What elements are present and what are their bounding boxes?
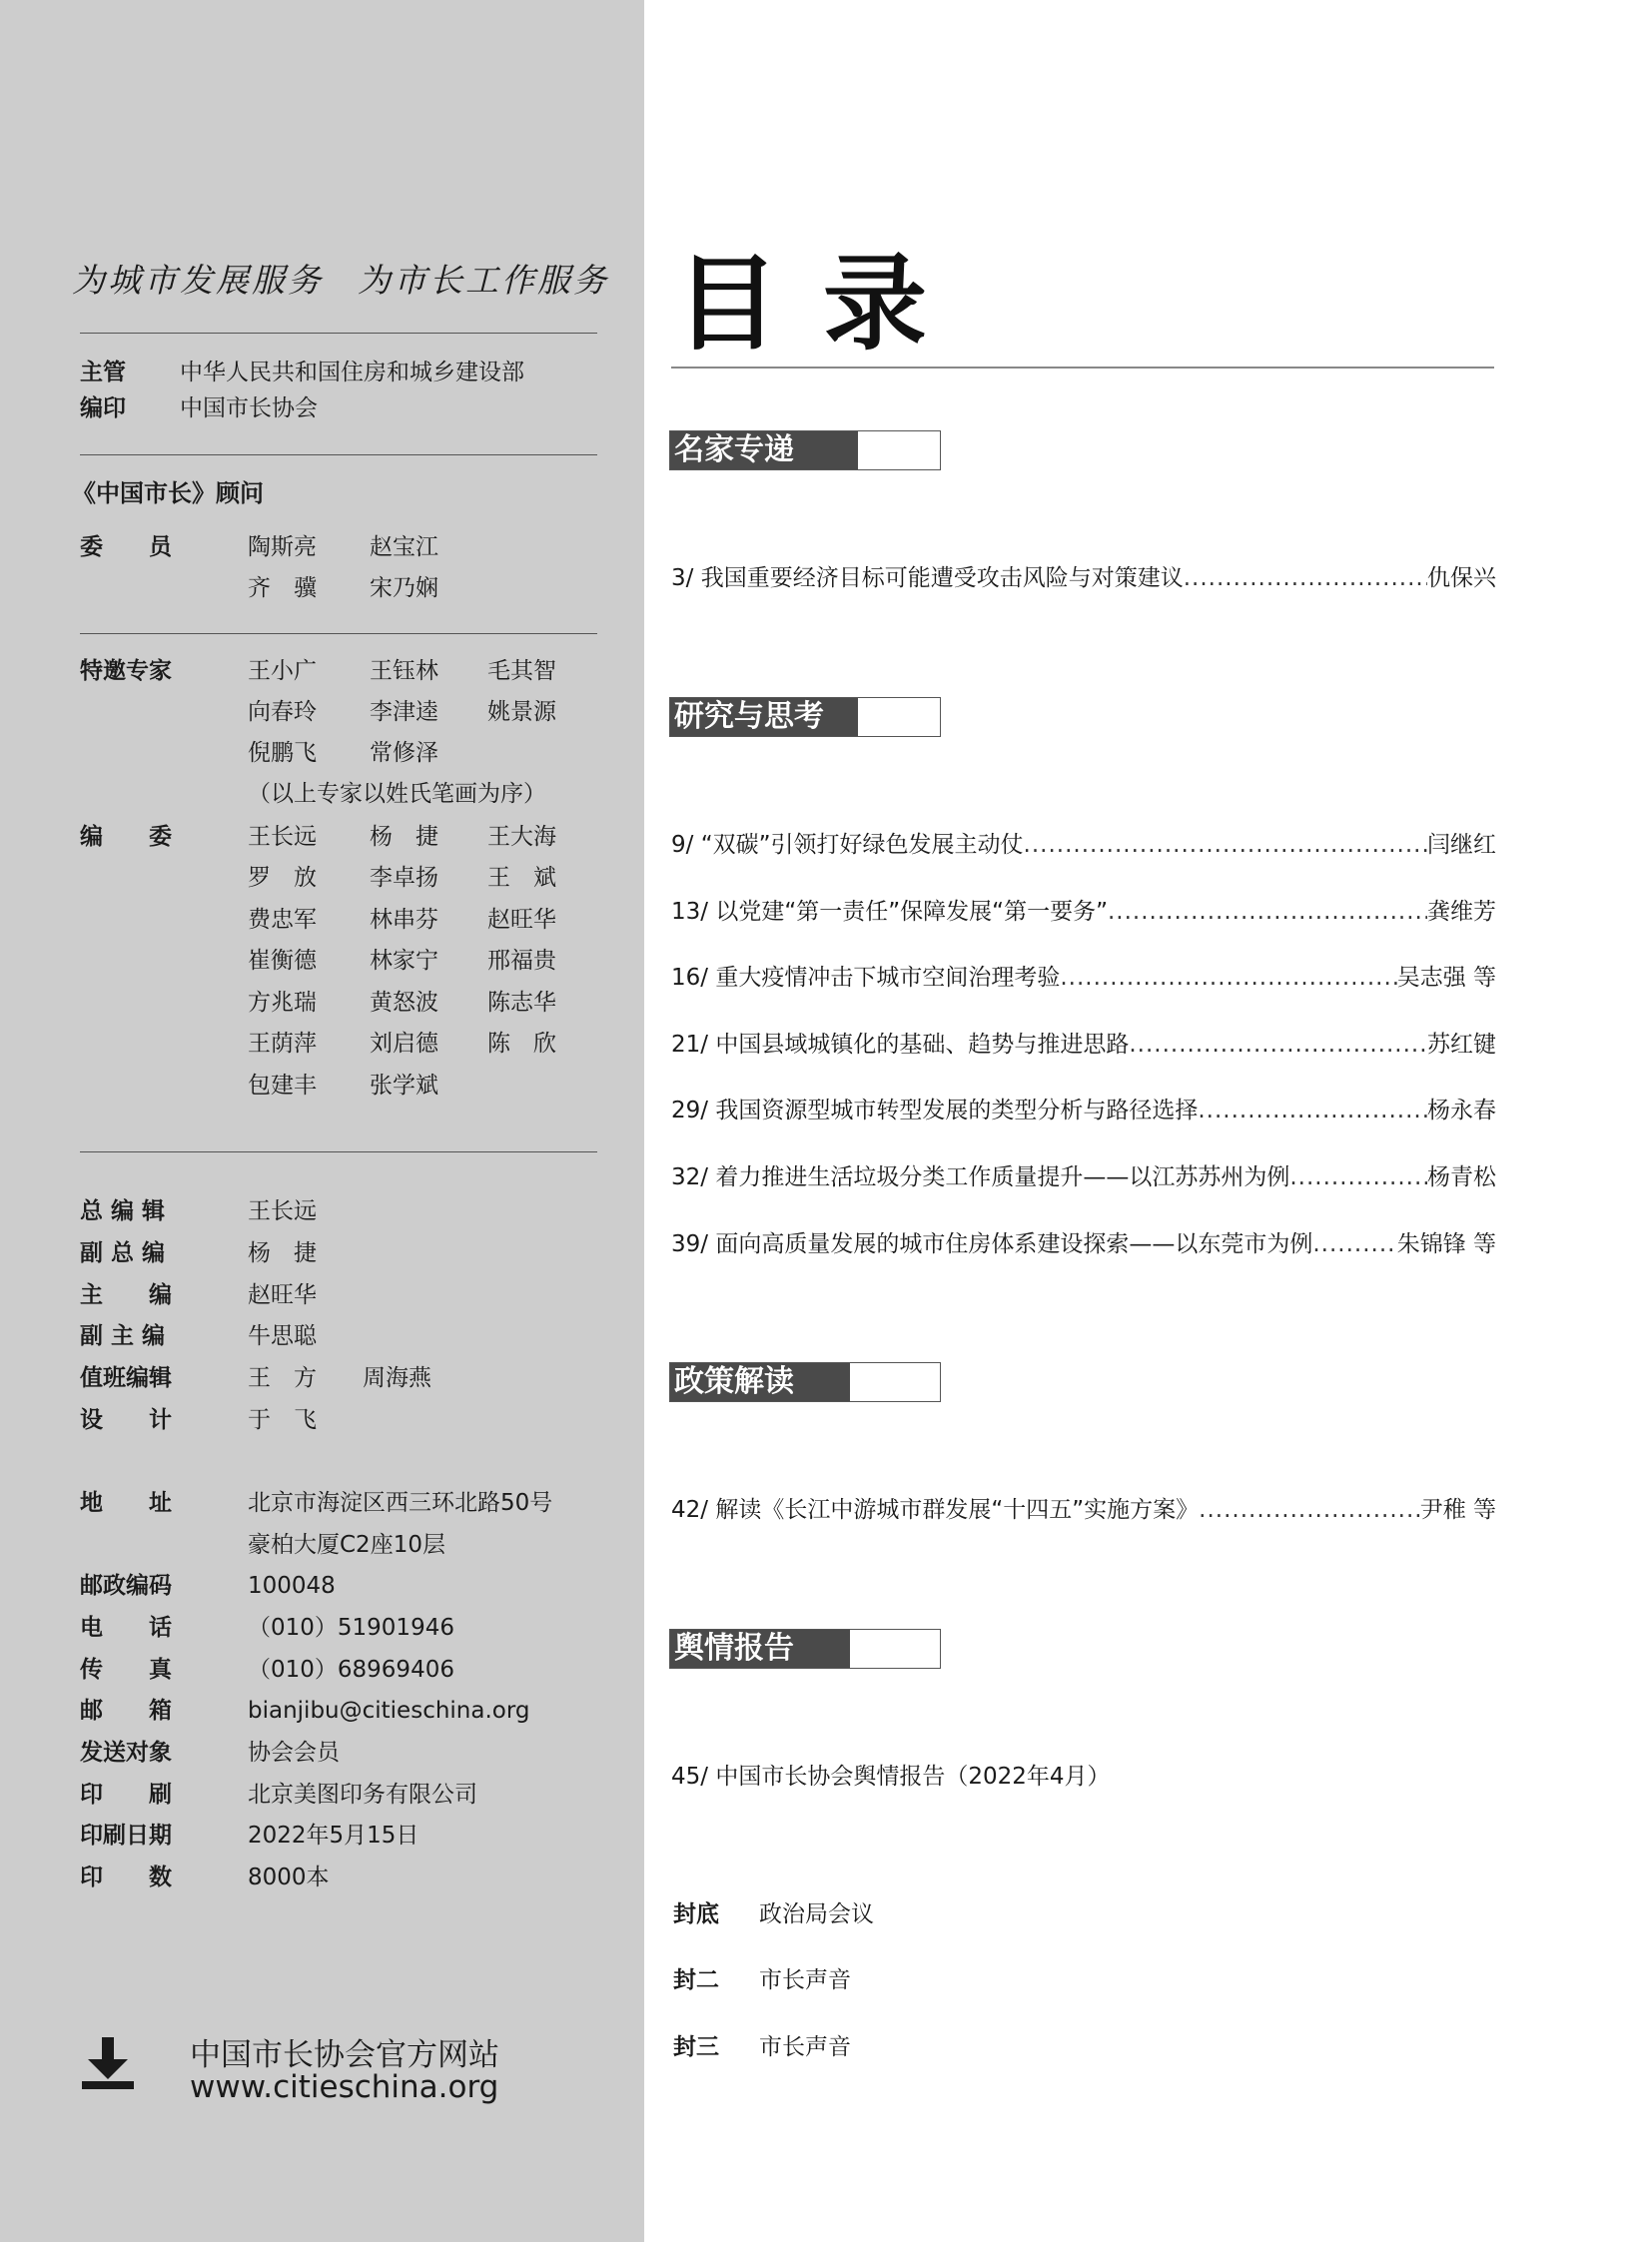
name: 王 斌 (487, 865, 556, 891)
leader-dots (1060, 963, 1396, 993)
entry-author: 朱锦锋 等 (1396, 1231, 1496, 1257)
name: 王荫萍 (248, 1031, 317, 1057)
staff-value: 王长远 (248, 1198, 317, 1224)
staff-label: 主 编 (80, 1282, 172, 1308)
entry-title: 16/ 重大疫情冲击下城市空间治理考验 (671, 965, 1061, 991)
staff-label: 值班编辑 (80, 1365, 172, 1391)
name: 齐 骥 (248, 575, 317, 601)
toc-entry[interactable] (671, 1162, 1496, 1192)
entry-title: 13/ 以党建“第一责任”保障发展“第一要务” (671, 899, 1108, 925)
leader-dots (1108, 897, 1427, 927)
advisors-title: 《中国市长》顾问 (72, 479, 264, 507)
entry-author: 龚维芳 (1427, 899, 1496, 925)
name: 费忠军 (248, 907, 317, 933)
contact-value: （010）68969406 (248, 1657, 454, 1683)
contact-value: 北京美图印务有限公司 (248, 1782, 477, 1808)
divider (80, 454, 597, 455)
entry-title: 9/ “双碳”引领打好绿色发展主动仗 (671, 832, 1024, 858)
advisors-label: 委 员 (80, 534, 172, 560)
divider (671, 367, 1494, 369)
divider (80, 633, 597, 634)
toc-entry[interactable] (671, 1762, 1496, 1792)
name: 陈 欣 (487, 1031, 556, 1057)
contact-label: 印 刷 (80, 1782, 172, 1808)
entry-author: 仇保兴 (1427, 565, 1496, 591)
entry-author: 闫继红 (1427, 832, 1496, 858)
name: 包建丰 (248, 1073, 317, 1099)
section-label: 舆情报告 (670, 1630, 850, 1668)
section-label: 政策解读 (670, 1363, 850, 1401)
toc-entry[interactable] (671, 1096, 1496, 1125)
entry-author: 尹稚 等 (1419, 1497, 1496, 1523)
name: 宋乃娴 (370, 575, 438, 601)
cover-row (673, 1961, 851, 1994)
email-value: bianjibu@citieschina.org (248, 1698, 530, 1724)
website-url[interactable]: www.citieschina.org (190, 2069, 499, 2105)
leader-dots (1312, 1229, 1396, 1259)
section-header (669, 1362, 941, 1402)
staff-label: 副 总 编 (80, 1240, 166, 1266)
divider (80, 333, 597, 334)
name: 崔衡德 (248, 948, 317, 974)
contact-label: 传 真 (80, 1657, 172, 1683)
sponsor-value: 中国市长协会 (180, 395, 318, 421)
staff-label: 总 编 辑 (80, 1198, 166, 1224)
contact-value: （010）51901946 (248, 1615, 454, 1641)
cover-label: 封底 (673, 1901, 719, 1927)
sponsor-label: 编印 (80, 395, 126, 421)
entry-author: 吴志强 等 (1396, 965, 1496, 991)
toc-entry[interactable] (671, 963, 1496, 993)
contact-value: 北京市海淀区西三环北路50号 (248, 1490, 553, 1516)
entry-title: 21/ 中国县域城镇化的基础、趋势与推进思路 (671, 1032, 1130, 1058)
contact-label: 电 话 (80, 1615, 172, 1641)
cover-value: 政治局会议 (759, 1901, 874, 1927)
sponsor-value: 中华人民共和国住房和城乡建设部 (180, 360, 524, 385)
experts-note: （以上专家以姓氏笔画为序） (248, 781, 546, 807)
name: 杨 捷 (370, 824, 438, 850)
name: 赵宝江 (370, 534, 438, 560)
name: 赵旺华 (487, 907, 556, 933)
contact-label: 发送对象 (80, 1740, 172, 1766)
entry-title: 29/ 我国资源型城市转型发展的类型分析与路径选择 (671, 1098, 1199, 1123)
toc-entry[interactable] (671, 830, 1496, 860)
editors-label: 编 委 (80, 824, 172, 850)
contact-value: 2022年5月15日 (248, 1823, 419, 1849)
name: 陈志华 (487, 990, 556, 1016)
entry-author: 苏红键 (1427, 1032, 1496, 1058)
name: 李卓扬 (370, 865, 438, 891)
leader-dots (1024, 830, 1427, 860)
website-name: 中国市长协会官方网站 (190, 2037, 499, 2073)
staff-value: 赵旺华 (248, 1282, 317, 1308)
contact-label: 印刷日期 (80, 1823, 172, 1849)
staff-value: 杨 捷 (248, 1240, 317, 1266)
contact-value: 8000本 (248, 1865, 330, 1890)
staff-value: 王 方 周海燕 (248, 1365, 431, 1391)
name: 张学斌 (370, 1073, 438, 1099)
name: 李津逵 (370, 699, 438, 725)
toc-entry[interactable] (671, 897, 1496, 927)
cover-value: 市长声音 (759, 1967, 851, 1993)
leader-dots (1198, 1096, 1427, 1125)
section-label: 名家专递 (670, 431, 858, 469)
name: 王钰林 (370, 658, 438, 684)
name: 邢福贵 (487, 948, 556, 974)
toc-entry[interactable] (671, 1030, 1496, 1060)
staff-label: 副 主 编 (80, 1323, 166, 1349)
name: 毛其智 (487, 658, 556, 684)
entry-title: 3/ 我国重要经济目标可能遭受攻击风险与对策建议 (671, 565, 1184, 591)
slogan-part: 为市长工作服务 (358, 261, 609, 300)
contact-label: 邮政编码 (80, 1573, 172, 1599)
name: 陶斯亮 (248, 534, 317, 560)
contact-value: 协会会员 (248, 1740, 340, 1766)
toc-entry[interactable] (671, 1229, 1496, 1259)
cover-value: 市长声音 (759, 2034, 851, 2060)
contact-label: 邮 箱 (80, 1698, 172, 1724)
toc-entry[interactable] (671, 1495, 1496, 1525)
contact-label: 地 址 (80, 1490, 172, 1516)
name: 王小广 (248, 658, 317, 684)
entry-author: 杨青松 (1427, 1164, 1496, 1190)
name: 刘启德 (370, 1031, 438, 1057)
cover-label: 封三 (673, 2034, 719, 2060)
name: 方兆瑞 (248, 990, 317, 1016)
name: 倪鹏飞 (248, 740, 317, 766)
slogan (72, 255, 609, 302)
toc-entry[interactable] (671, 563, 1496, 593)
section-header (669, 430, 941, 470)
leader-dots (1184, 563, 1427, 593)
name: 向春玲 (248, 699, 317, 725)
name: 常修泽 (370, 740, 438, 766)
sponsor-label: 主管 (80, 360, 126, 385)
section-label: 研究与思考 (670, 698, 858, 736)
staff-label: 设 计 (80, 1407, 172, 1433)
divider (80, 1151, 597, 1152)
cover-row (673, 1895, 874, 1928)
leader-dots (1199, 1495, 1420, 1525)
name: 林串芬 (370, 907, 438, 933)
name: 林家宁 (370, 948, 438, 974)
entry-title: 45/ 中国市长协会舆情报告（2022年4月） (671, 1764, 1111, 1790)
entry-author: 杨永春 (1427, 1098, 1496, 1123)
name: 王大海 (487, 824, 556, 850)
contact-value: 100048 (248, 1573, 336, 1599)
entry-title: 32/ 着力推进生活垃圾分类工作质量提升——以江苏苏州为例 (671, 1164, 1290, 1190)
cover-row (673, 2028, 851, 2061)
staff-value: 于 飞 (248, 1407, 317, 1433)
name: 王长远 (248, 824, 317, 850)
experts-label: 特邀专家 (80, 658, 172, 684)
leader-dots (1129, 1030, 1427, 1060)
contact-value: 豪柏大厦C2座10层 (248, 1532, 445, 1558)
masthead-sidebar (0, 0, 644, 2242)
name: 罗 放 (248, 865, 317, 891)
staff-value: 牛思聪 (248, 1323, 317, 1349)
toc-title: 目录 (675, 243, 972, 365)
entry-title: 39/ 面向高质量发展的城市住房体系建设探索——以东莞市为例 (671, 1231, 1313, 1257)
entry-title: 42/ 解读《长江中游城市群发展“十四五”实施方案》 (671, 1497, 1200, 1523)
slogan-part: 为城市发展服务 (72, 261, 324, 300)
contact-label: 印 数 (80, 1865, 172, 1890)
name: 黄怒波 (370, 990, 438, 1016)
section-header (669, 1629, 941, 1669)
name: 姚景源 (487, 699, 556, 725)
section-header (669, 697, 941, 737)
download-icon (80, 2035, 136, 2091)
leader-dots (1289, 1162, 1427, 1192)
cover-label: 封二 (673, 1967, 719, 1993)
